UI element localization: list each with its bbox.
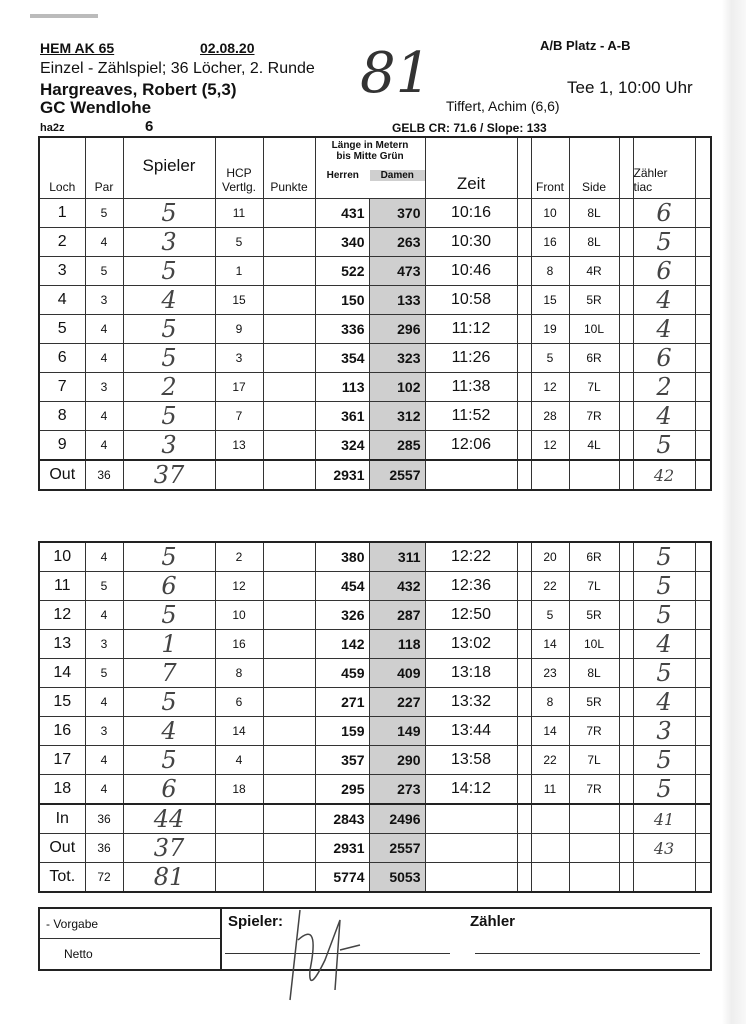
total-herren: 5774 <box>315 863 369 893</box>
pin-front: 5 <box>531 344 569 373</box>
tee-time: Tee 1, 10:00 Uhr <box>567 78 693 97</box>
marker-score: 3 <box>633 717 695 746</box>
hole-par: 4 <box>85 344 123 373</box>
points <box>263 775 315 805</box>
hole-row <box>39 402 711 431</box>
col-par: Par <box>85 137 123 199</box>
event-date: 02.08.20 <box>200 40 255 56</box>
points <box>263 688 315 717</box>
tee-time: 11:26 <box>425 344 517 373</box>
length-damen: 370 <box>369 199 425 228</box>
hole-number: 7 <box>39 373 85 402</box>
hole-number: 13 <box>39 630 85 659</box>
total-par: 72 <box>85 863 123 893</box>
signature-box <box>38 907 712 971</box>
netto-label: Netto <box>64 947 93 961</box>
length-damen: 118 <box>369 630 425 659</box>
marker-score: 5 <box>633 572 695 601</box>
points <box>263 630 315 659</box>
hole-hcp: 18 <box>215 775 263 805</box>
hole-number: 1 <box>39 199 85 228</box>
total-par: 36 <box>85 460 123 490</box>
hole-hcp: 2 <box>215 542 263 572</box>
hole-hcp: 4 <box>215 746 263 775</box>
pin-front: 15 <box>531 286 569 315</box>
pin-side: 7R <box>569 717 619 746</box>
pin-side: 6R <box>569 542 619 572</box>
total-label: Tot. <box>39 863 85 893</box>
total-row <box>39 834 711 863</box>
col-laenge <box>315 137 425 199</box>
length-herren: 159 <box>315 717 369 746</box>
length-herren: 340 <box>315 228 369 257</box>
marker-score: 6 <box>633 199 695 228</box>
total-player: 37 <box>123 834 215 863</box>
hole-row <box>39 572 711 601</box>
tee-time: 10:58 <box>425 286 517 315</box>
tee-time: 12:50 <box>425 601 517 630</box>
competition-format: Einzel - Zählspiel; 36 Löcher, 2. Runde <box>40 60 315 77</box>
hole-number: 17 <box>39 746 85 775</box>
hole-par: 4 <box>85 402 123 431</box>
tee-time: 13:32 <box>425 688 517 717</box>
hole-par: 3 <box>85 373 123 402</box>
pin-front: 16 <box>531 228 569 257</box>
points <box>263 746 315 775</box>
points <box>263 659 315 688</box>
hole-number: 6 <box>39 344 85 373</box>
player-score: 5 <box>123 199 215 228</box>
total-player: 44 <box>123 804 215 834</box>
marker-score: 4 <box>633 402 695 431</box>
hole-number: 10 <box>39 542 85 572</box>
hole-number: 11 <box>39 572 85 601</box>
player-score: 4 <box>123 286 215 315</box>
hole-row <box>39 717 711 746</box>
col-zeit: Zeit <box>425 137 517 199</box>
hole-par: 4 <box>85 431 123 461</box>
length-damen: 409 <box>369 659 425 688</box>
length-damen: 473 <box>369 257 425 286</box>
col-side: Side <box>569 137 619 199</box>
col-spieler: Spieler <box>123 137 215 199</box>
marker-score: 4 <box>633 688 695 717</box>
hole-row <box>39 431 711 461</box>
scan-artifact <box>30 14 98 18</box>
tee-time: 10:16 <box>425 199 517 228</box>
player-signature-label: Spieler: <box>228 913 284 930</box>
length-damen: 290 <box>369 746 425 775</box>
total-player: 81 <box>123 863 215 893</box>
hole-number: 16 <box>39 717 85 746</box>
pin-front: 28 <box>531 402 569 431</box>
hole-par: 4 <box>85 688 123 717</box>
hole-par: 4 <box>85 228 123 257</box>
pin-front: 19 <box>531 315 569 344</box>
length-herren: 142 <box>315 630 369 659</box>
tee-time: 12:06 <box>425 431 517 461</box>
player-score: 5 <box>123 688 215 717</box>
marker-score: 4 <box>633 630 695 659</box>
player-score: 5 <box>123 257 215 286</box>
hole-hcp: 8 <box>215 659 263 688</box>
length-damen: 102 <box>369 373 425 402</box>
pin-side: 5R <box>569 601 619 630</box>
total-row <box>39 804 711 834</box>
hole-par: 4 <box>85 542 123 572</box>
length-damen: 287 <box>369 601 425 630</box>
marker-name: Tiffert, Achim (6,6) <box>446 98 560 114</box>
hole-row <box>39 775 711 805</box>
marker-score: 5 <box>633 228 695 257</box>
vorgabe-label: - Vorgabe <box>46 917 99 931</box>
pin-front: 5 <box>531 601 569 630</box>
hole-par: 5 <box>85 572 123 601</box>
course-rating: GELB CR: 71.6 / Slope: 133 <box>392 121 547 135</box>
length-herren: 326 <box>315 601 369 630</box>
pin-front: 23 <box>531 659 569 688</box>
hole-par: 4 <box>85 601 123 630</box>
points <box>263 344 315 373</box>
points <box>263 315 315 344</box>
length-damen: 149 <box>369 717 425 746</box>
hole-row <box>39 228 711 257</box>
hole-row <box>39 373 711 402</box>
player-score: 1 <box>123 630 215 659</box>
pin-side: 10L <box>569 315 619 344</box>
col-zaehler <box>633 137 695 199</box>
hole-row <box>39 286 711 315</box>
points <box>263 228 315 257</box>
player-score: 5 <box>123 315 215 344</box>
col-punkte: Punkte <box>263 137 315 199</box>
marker-score: 5 <box>633 775 695 805</box>
pin-front: 14 <box>531 717 569 746</box>
total-label: In <box>39 804 85 834</box>
scan-edge <box>722 0 746 1024</box>
marker-score: 5 <box>633 601 695 630</box>
hole-hcp: 13 <box>215 431 263 461</box>
tee-time: 13:44 <box>425 717 517 746</box>
col-laenge-line1: Länge in Metern <box>331 140 409 151</box>
handwritten-total: 81 <box>360 41 432 106</box>
pin-front: 12 <box>531 373 569 402</box>
length-damen: 323 <box>369 344 425 373</box>
pin-side: 8L <box>569 199 619 228</box>
col-herren: Herren <box>326 170 359 181</box>
col-hcp <box>215 137 263 199</box>
marker-score: 4 <box>633 286 695 315</box>
length-herren: 380 <box>315 542 369 572</box>
header-row <box>39 137 711 199</box>
player-score: 5 <box>123 746 215 775</box>
points <box>263 373 315 402</box>
hole-hcp: 10 <box>215 601 263 630</box>
total-marker: 43 <box>633 834 695 863</box>
tee-time: 10:30 <box>425 228 517 257</box>
length-herren: 431 <box>315 199 369 228</box>
pin-side: 5R <box>569 286 619 315</box>
length-damen: 285 <box>369 431 425 461</box>
length-herren: 150 <box>315 286 369 315</box>
player-score: 3 <box>123 431 215 461</box>
tee-time: 11:52 <box>425 402 517 431</box>
pin-front: 22 <box>531 746 569 775</box>
player-score: 6 <box>123 572 215 601</box>
pin-front: 22 <box>531 572 569 601</box>
length-damen: 273 <box>369 775 425 805</box>
player-signature-scribble <box>280 900 370 1010</box>
hole-hcp: 15 <box>215 286 263 315</box>
hole-number: 5 <box>39 315 85 344</box>
hole-hcp: 11 <box>215 199 263 228</box>
pin-side: 8L <box>569 228 619 257</box>
marker-score: 6 <box>633 344 695 373</box>
total-herren: 2931 <box>315 834 369 863</box>
pin-front: 8 <box>531 257 569 286</box>
points <box>263 402 315 431</box>
pin-front: 10 <box>531 199 569 228</box>
hole-par: 5 <box>85 659 123 688</box>
length-herren: 324 <box>315 431 369 461</box>
col-hcp-line1: HCP <box>226 166 252 180</box>
player-score: 5 <box>123 402 215 431</box>
marker-signature-label: Zähler <box>470 913 516 930</box>
col-hcp-line2: Vertlg. <box>221 180 257 194</box>
tee-time: 14:12 <box>425 775 517 805</box>
hole-row <box>39 344 711 373</box>
length-herren: 522 <box>315 257 369 286</box>
club-name: GC Wendlohe <box>40 98 152 117</box>
hole-row <box>39 257 711 286</box>
marker-score: 2 <box>633 373 695 402</box>
total-marker: 42 <box>633 460 695 490</box>
pin-side: 7R <box>569 402 619 431</box>
tee-time: 12:22 <box>425 542 517 572</box>
marker-score: 5 <box>633 746 695 775</box>
hole-row <box>39 542 711 572</box>
points <box>263 717 315 746</box>
hole-number: 3 <box>39 257 85 286</box>
total-damen: 5053 <box>369 863 425 893</box>
col-laenge-line2: bis Mitte Grün <box>336 151 404 162</box>
length-damen: 312 <box>369 402 425 431</box>
player-score: 3 <box>123 228 215 257</box>
tee-time: 11:38 <box>425 373 517 402</box>
tee-time: 13:58 <box>425 746 517 775</box>
player-score: 4 <box>123 717 215 746</box>
points <box>263 431 315 461</box>
hole-number: 9 <box>39 431 85 461</box>
points <box>263 199 315 228</box>
total-label: Out <box>39 834 85 863</box>
hole-par: 3 <box>85 630 123 659</box>
total-damen: 2496 <box>369 804 425 834</box>
hole-number: 12 <box>39 601 85 630</box>
hole-par: 4 <box>85 315 123 344</box>
pin-front: 20 <box>531 542 569 572</box>
hole-hcp: 7 <box>215 402 263 431</box>
marker-score: 4 <box>633 315 695 344</box>
pin-side: 6R <box>569 344 619 373</box>
length-damen: 227 <box>369 688 425 717</box>
marker-score: 5 <box>633 542 695 572</box>
pin-side: 4L <box>569 431 619 461</box>
player-score: 6 <box>123 775 215 805</box>
hole-par: 5 <box>85 257 123 286</box>
hole-hcp: 12 <box>215 572 263 601</box>
total-row <box>39 460 711 490</box>
total-par: 36 <box>85 834 123 863</box>
total-herren: 2931 <box>315 460 369 490</box>
player-score: 7 <box>123 659 215 688</box>
total-player: 37 <box>123 460 215 490</box>
length-herren: 336 <box>315 315 369 344</box>
length-damen: 296 <box>369 315 425 344</box>
col-front: Front <box>531 137 569 199</box>
length-damen: 133 <box>369 286 425 315</box>
points <box>263 257 315 286</box>
hole-hcp: 1 <box>215 257 263 286</box>
tee-time: 10:46 <box>425 257 517 286</box>
total-par: 36 <box>85 804 123 834</box>
hole-par: 3 <box>85 286 123 315</box>
hole-number: 18 <box>39 775 85 805</box>
player-score: 5 <box>123 601 215 630</box>
col-zaehler-line1: Zähler <box>633 166 668 180</box>
length-damen: 432 <box>369 572 425 601</box>
hole-row <box>39 601 711 630</box>
hole-row <box>39 630 711 659</box>
hole-row <box>39 315 711 344</box>
hole-par: 4 <box>85 775 123 805</box>
col-zaehler-line2: tiac <box>633 180 653 194</box>
tee-time: 13:18 <box>425 659 517 688</box>
hole-number: 14 <box>39 659 85 688</box>
pin-front: 12 <box>531 431 569 461</box>
pin-side: 8L <box>569 659 619 688</box>
pin-side: 4R <box>569 257 619 286</box>
total-row <box>39 863 711 893</box>
hole-number: 8 <box>39 402 85 431</box>
length-herren: 357 <box>315 746 369 775</box>
length-herren: 361 <box>315 402 369 431</box>
length-damen: 263 <box>369 228 425 257</box>
player-code: ha2z <box>40 122 65 134</box>
total-marker: 41 <box>633 804 695 834</box>
hole-number: 2 <box>39 228 85 257</box>
pin-front: 8 <box>531 688 569 717</box>
hole-row <box>39 688 711 717</box>
pin-side: 7L <box>569 746 619 775</box>
pin-side: 10L <box>569 630 619 659</box>
back-nine-table <box>38 541 712 893</box>
total-label: Out <box>39 460 85 490</box>
marker-score: 5 <box>633 659 695 688</box>
pin-front: 11 <box>531 775 569 805</box>
hole-par: 3 <box>85 717 123 746</box>
course-platz: A/B Platz - A-B <box>540 38 631 53</box>
hole-hcp: 5 <box>215 228 263 257</box>
tee-time: 12:36 <box>425 572 517 601</box>
points <box>263 542 315 572</box>
hole-hcp: 16 <box>215 630 263 659</box>
player-score: 5 <box>123 542 215 572</box>
course-handicap: 6 <box>145 118 154 135</box>
tee-time: 11:12 <box>425 315 517 344</box>
pin-side: 7R <box>569 775 619 805</box>
hole-hcp: 17 <box>215 373 263 402</box>
length-damen: 311 <box>369 542 425 572</box>
event-name: HEM AK 65 <box>40 40 115 56</box>
points <box>263 286 315 315</box>
points <box>263 572 315 601</box>
length-herren: 454 <box>315 572 369 601</box>
hole-row <box>39 659 711 688</box>
length-herren: 271 <box>315 688 369 717</box>
pin-front: 14 <box>531 630 569 659</box>
pin-side: 7L <box>569 373 619 402</box>
marker-score: 5 <box>633 431 695 461</box>
length-herren: 295 <box>315 775 369 805</box>
player-name: Hargreaves, Robert (5,3) <box>40 80 237 99</box>
hole-number: 15 <box>39 688 85 717</box>
length-herren: 113 <box>315 373 369 402</box>
total-herren: 2843 <box>315 804 369 834</box>
pin-side: 5R <box>569 688 619 717</box>
hole-hcp: 14 <box>215 717 263 746</box>
tee-time: 13:02 <box>425 630 517 659</box>
player-score: 2 <box>123 373 215 402</box>
hole-hcp: 6 <box>215 688 263 717</box>
points <box>263 601 315 630</box>
marker-score: 6 <box>633 257 695 286</box>
total-damen: 2557 <box>369 834 425 863</box>
total-marker <box>633 863 695 893</box>
hole-hcp: 3 <box>215 344 263 373</box>
col-loch: Loch <box>39 137 85 199</box>
pin-side: 7L <box>569 572 619 601</box>
hole-par: 5 <box>85 199 123 228</box>
hole-par: 4 <box>85 746 123 775</box>
length-herren: 354 <box>315 344 369 373</box>
hole-row <box>39 746 711 775</box>
length-herren: 459 <box>315 659 369 688</box>
hole-number: 4 <box>39 286 85 315</box>
front-nine-table <box>38 136 712 491</box>
total-damen: 2557 <box>369 460 425 490</box>
col-damen: Damen <box>370 170 425 181</box>
hole-row <box>39 199 711 228</box>
marker-signature-line <box>475 953 700 954</box>
player-score: 5 <box>123 344 215 373</box>
hole-hcp: 9 <box>215 315 263 344</box>
